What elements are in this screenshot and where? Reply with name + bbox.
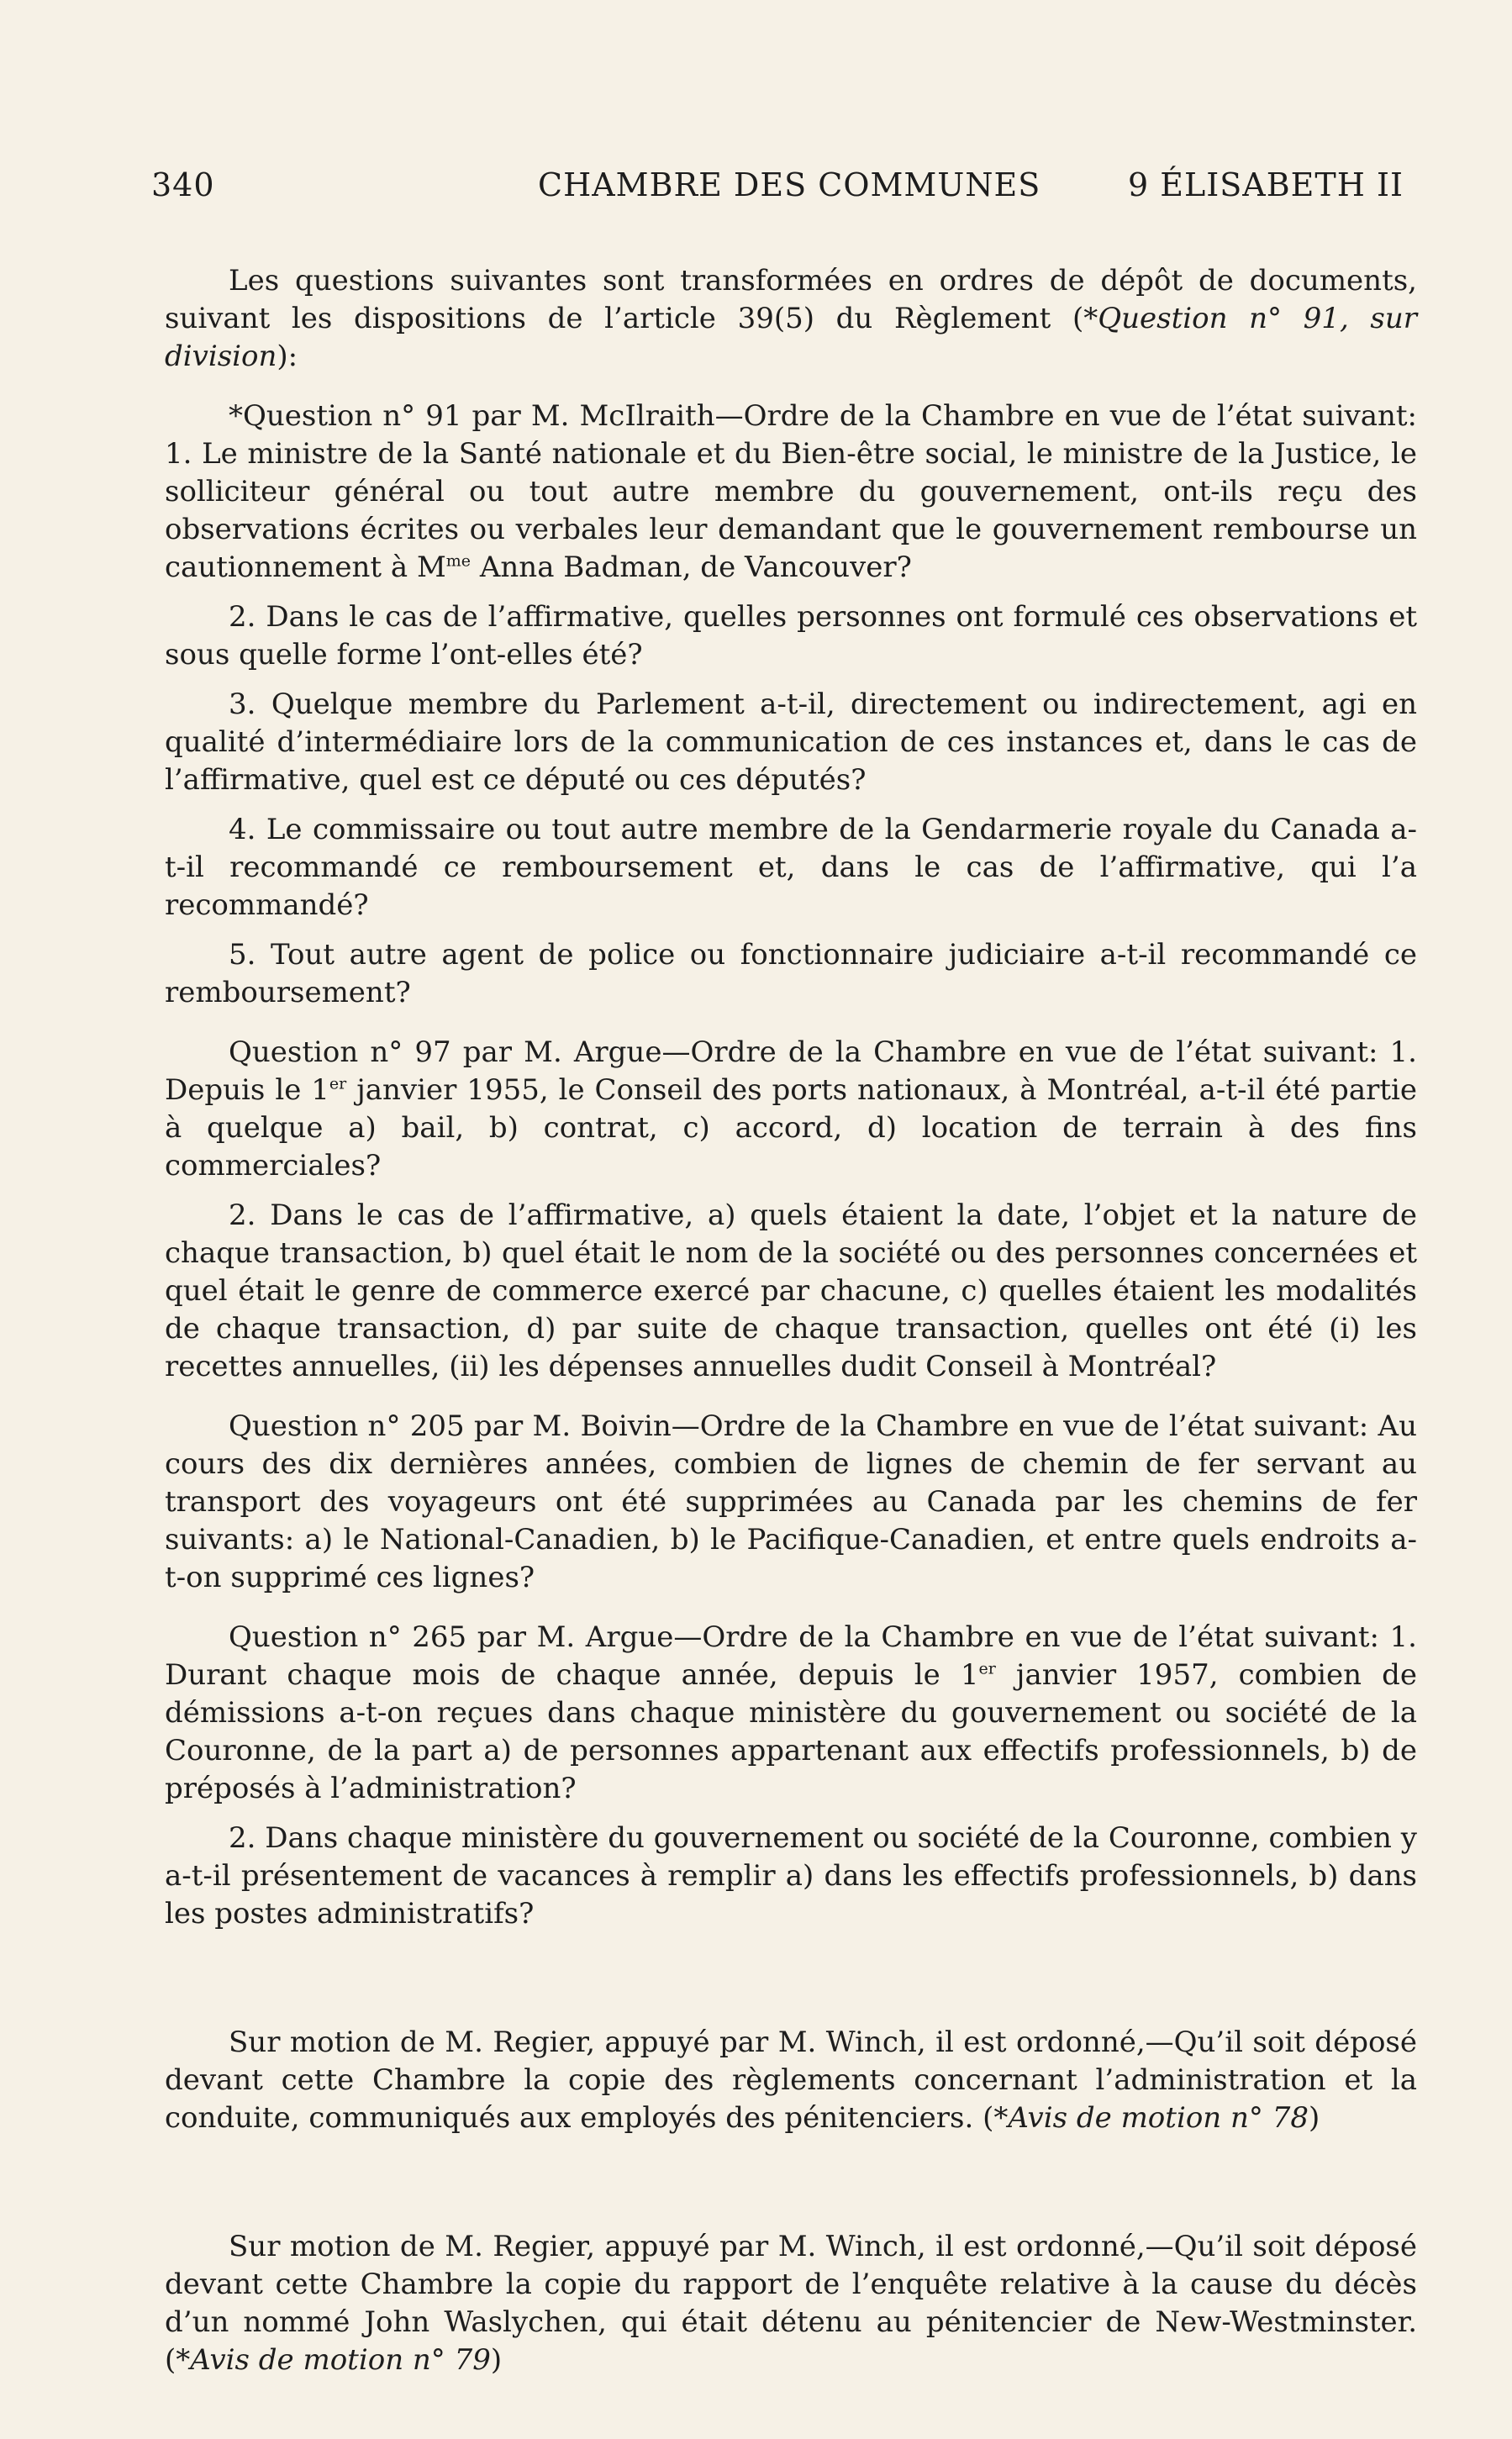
question-97-part-1: Question n° 97 par M. Argue—Ordre de la Chambre en vue de l’état suivant: 1. Depuis le 1er janvier 1955, le Conseil des ports nationaux, à Montréal, a-t-il été partie à quelque a) bail, b) contrat, c) accord, d) location de terrain à des fins commerciales? [165, 1035, 1417, 1183]
question-91-part-2: 2. Dans le cas de l’affirmative, quelles personnes ont formulé ces observations et sous quelle forme l’ont-elles été? [165, 600, 1417, 672]
question-91-part-4: 4. Le commissaire ou tout autre membre de la Gendarmerie royale du Canada a-t-il recommandé ce remboursement et, dans le cas de l’affirmative, qui l’a recommandé? [165, 813, 1417, 922]
question-91-part-5: 5. Tout autre agent de police ou fonctionnaire judiciaire a-t-il recommandé ce remboursement? [165, 938, 1417, 1009]
question-265-part-1: Question n° 265 par M. Argue—Ordre de la Chambre en vue de l’état suivant: 1. Durant chaque mois de chaque année, depuis le 1er janvier 1957, combien de démissions a-t-on reçues dans chaque ministère du gouvernement ou société de la Couronne, de la part a) de personnes appartenant aux effectifs professionnels, b) de préposés à l’administration? [165, 1620, 1417, 1805]
running-header [151, 166, 1404, 217]
intro-reference: *Question n° 91, sur division [165, 302, 1417, 373]
header-reign: 9 ÉLISABETH II [1128, 166, 1404, 203]
intro-paragraph: Les questions suivantes sont transformées en ordres de dépôt de documents, suivant les dispositions de l’article 39(5) du Règlement (*Question n° 91, sur division): [165, 264, 1417, 373]
question-205: Question n° 205 par M. Boivin—Ordre de la Chambre en vue de l’état suivant: Au cours des dix dernières années, combien de lignes de chemin de fer servant au transport des voyageurs ont été supprimées au Canada par les chemins de fer suivants: a) le National-Canadien, b) le Pacifique-Canadien, et entre quels endroits a-t-on supprimé ces lignes? [165, 1409, 1417, 1594]
page-number: 340 [151, 166, 215, 203]
motion-79: Sur motion de M. Regier, appuyé par M. Winch, il est ordonné,—Qu’il soit déposé devant cette Chambre la copie du rapport de l’enquête relative à la cause du décès d’un nommé John Waslychen, qui était détenu au pénitencier de New-Westminster. (*Avis de motion n° 79) [165, 2230, 1417, 2377]
motion-78: Sur motion de M. Regier, appuyé par M. Winch, il est ordonné,—Qu’il soit déposé devant cette Chambre la copie des règlements concernant l’administration et la conduite, communiqués aux employés des pénitenciers. (*Avis de motion n° 78) [165, 2025, 1417, 2135]
page-body [165, 262, 1417, 2379]
question-91-part-1: *Question n° 91 par M. McIlraith—Ordre de la Chambre en vue de l’état suivant: 1. Le ministre de la Santé nationale et du Bien-être social, le ministre de la Justice, le solliciteur général ou tout autre membre du gouvernement, ont-ils reçu des observations écrites ou verbales leur demandant que le gouvernement rembourse un cautionnement à $M^{me}$ Anna Badman, de Vancouver? [165, 399, 1417, 584]
header-title: CHAMBRE DES COMMUNES [538, 166, 1041, 203]
motion-78-reference: *Avis de motion n° 78 [993, 2101, 1309, 2135]
question-91-part-3: 3. Quelque membre du Parlement a-t-il, directement ou indirectement, agi en qualité d’intermédiaire lors de la communication de ces instances et, dans le cas de l’affirmative, quel est ce député ou ces députés? [165, 687, 1417, 797]
question-97-part-2: 2. Dans le cas de l’affirmative, a) quels étaient la date, l’objet et la nature de chaque transaction, b) quel était le nom de la société ou des personnes concernées et quel était le genre de commerce exercé par chacune, c) quelles étaient les modalités de chaque transaction, d) par suite de chaque transaction, quelles ont été (i) les recettes annuelles, (ii) les dépenses annuelles dudit Conseil à Montréal? [165, 1198, 1417, 1383]
question-265-part-2: 2. Dans chaque ministère du gouvernement ou société de la Couronne, combien y a-t-il présentement de vacances à remplir a) dans les effectifs professionnels, b) dans les postes administratifs? [165, 1821, 1417, 1931]
motion-79-reference: *Avis de motion n° 79 [176, 2343, 491, 2377]
